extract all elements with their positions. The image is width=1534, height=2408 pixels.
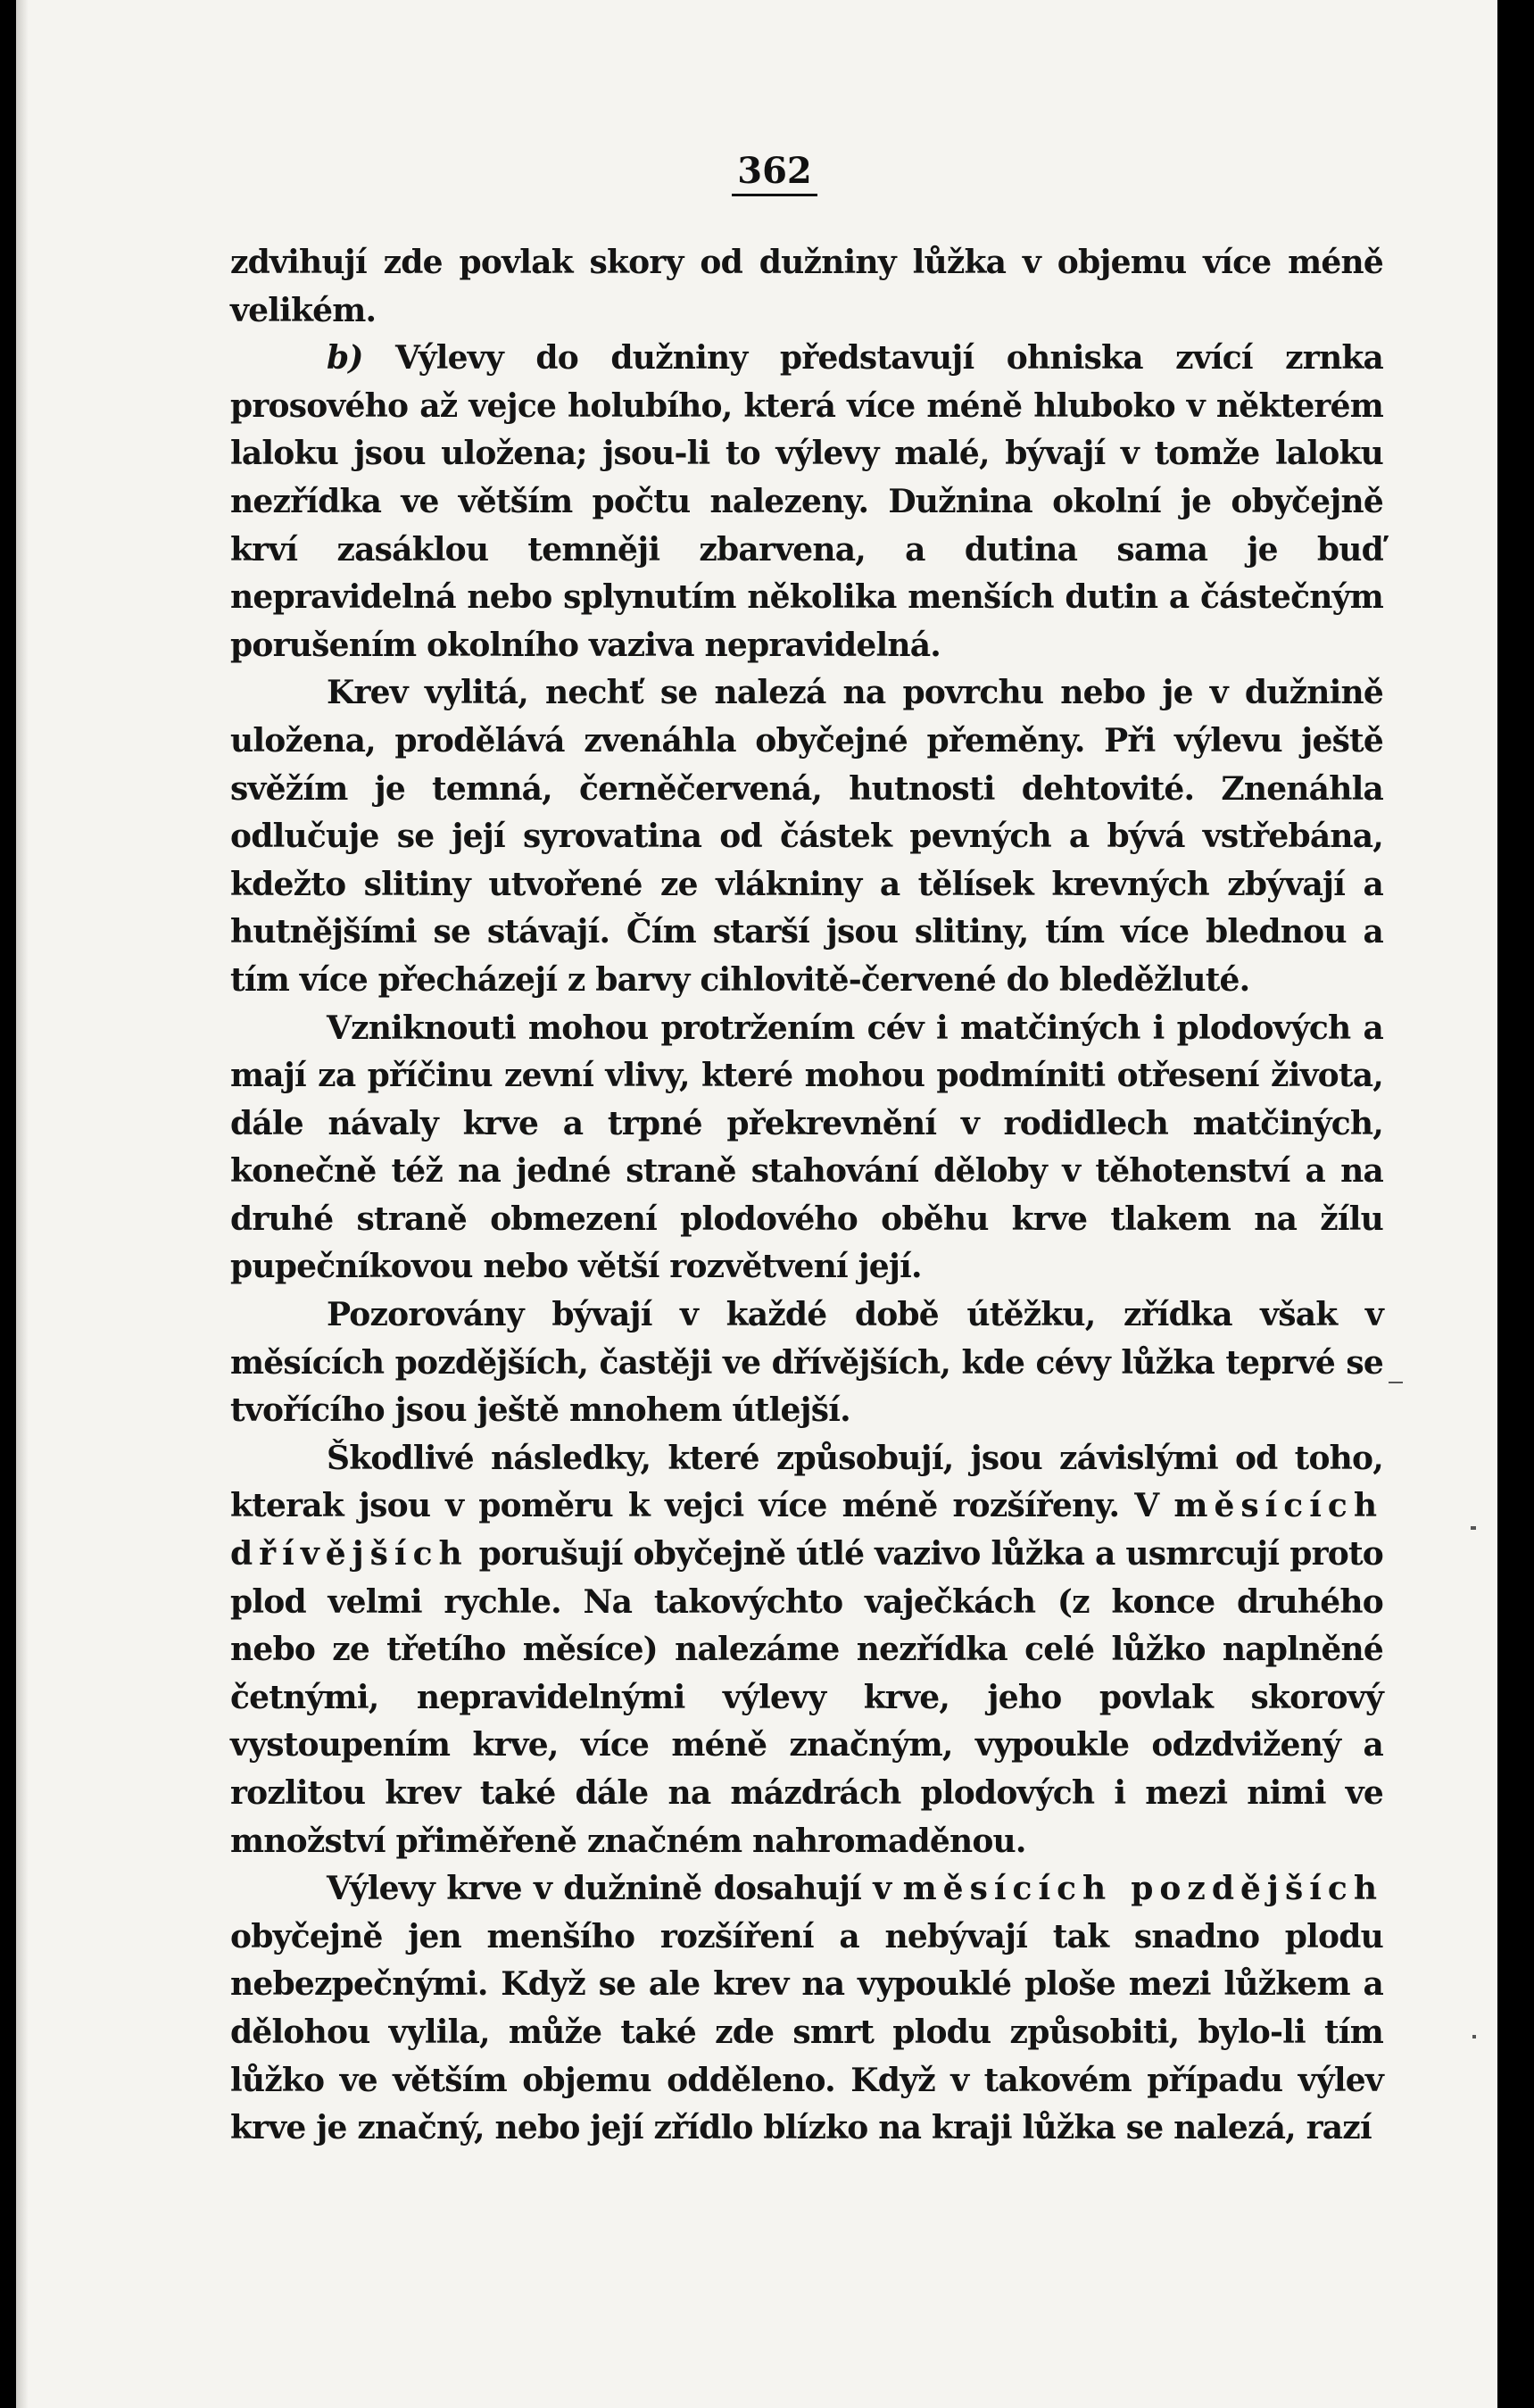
scan-speck — [1472, 2035, 1476, 2038]
paragraph-5 — [230, 1291, 1383, 1435]
page-number-value: 362 — [732, 150, 817, 196]
paragraph-3-text: Krev vylitá, nechť se nalezá na povrchu nebo je v dužnině uložena, prodělává zvenáhla obyčejné přeměny. Při výlevu ještě svěžím je temná, černěčervená, hutnosti dehtovité. Znenáhla odlučuje se její syrovatina od částek pevných a bývá vstřebána, kdežto slitiny utvořené ze vlákniny a tělísek krevných zbývají a hutnějšími se stávají. Čím starší jsou slitiny, tím více blednou a tím více přecházejí z barvy cihlovitě-červené do bleděžluté. — [230, 674, 1383, 999]
paragraph-2-label: b) — [327, 339, 363, 378]
paragraph-7-text-before: Výlevy krve v dužnině dosahují v — [327, 1870, 903, 1908]
paragraph-4-text: Vzniknouti mohou protržením cév i matčiných i plodových a mají za příčinu zevní vlivy, které mohou podmíniti otřesení života, dále návaly krve a trpné překrevnění v rodidlech matčiných, konečně též na jedné straně stahování děloby v těhotenství a na druhé straně obmezení plodového oběhu krve tlakem na žílu pupečníkovou nebo větší rozvětvení její. — [230, 1009, 1383, 1286]
paragraph-6 — [230, 1435, 1383, 1865]
page-text-body — [230, 239, 1383, 2153]
page-number — [16, 150, 1497, 196]
scan-edge-shadow — [16, 0, 29, 2408]
paragraph-4 — [230, 1005, 1383, 1292]
paragraph-5-text: Pozorovány bývají v každé době útěžku, zřídka však v měsících pozdějších, častěji ve dřívějších, kde cévy lůžka teprvé se tvořícího jsou ještě mnohem útlejší. — [230, 1296, 1383, 1430]
scan-speck — [1471, 1526, 1476, 1530]
paragraph-1 — [230, 239, 1383, 335]
paragraph-3 — [230, 669, 1383, 1004]
paragraph-7 — [230, 1865, 1383, 2153]
paragraph-7-text-after: obyčejně jen menšího rozšíření a nebývají tak snadno plodu nebezpečnými. Když se ale krev na vypouklé ploše mezi lůžkem a dělohou vylila, může také zde smrt plodu způsobiti, bylo-li tím lůžko ve větším objemu odděleno. Když v takovém případu výlev krve je značný, nebo její zřídlo blízko na kraji lůžka se nalezá, razí — [230, 1917, 1383, 2147]
paragraph-2 — [230, 335, 1383, 669]
paragraph-2-text: Výlevy do dužniny představují ohniska zvící zrnka prosového až vejce holubího, která více méně hluboko v některém laloku jsou uložena; jsou-li to výlevy malé, bývají v tomže laloku nezřídka ve větším počtu nalezeny. Dužnina okolní je obyčejně krví zasáklou temněji zbarvena, a dutina sama je buď nepravidelná nebo splynutím několika menších dutin a částečným porušením okolního vaziva nepravidelná. — [230, 339, 1383, 664]
paragraph-6-text-after: porušují obyčejně útlé vazivo lůžka a usmrcují proto plod velmi rychle. Na takovýchto vaječkách (z konce druhého nebo ze třetího měsíce) nalezáme nezřídka celé lůžko naplněné četnými, nepravidelnými výlevy krve, jeho povlak skorový vystoupením krve, více méně značným, vypoukle odzdvižený a rozlitou krev také dále na mázdrách plodových i mezi nimi ve množství přiměřeně značném nahromaděnou. — [230, 1535, 1383, 1860]
scan-speck — [1389, 1382, 1403, 1383]
paragraph-6-text-before: Škodlivé následky, které způsobují, jsou závislými od toho, kterak jsou v poměru k vejci více méně rozšířeny. V — [230, 1439, 1383, 1525]
scanned-page — [16, 0, 1497, 2408]
paragraph-1-text: zdvihují zde povlak skory od dužniny lůžka v objemu více méně velikém. — [230, 244, 1383, 329]
paragraph-7-spaced-text: měsících pozdějších — [902, 1870, 1383, 1908]
paragraph-6-spaced-text: měsících dřívějších — [230, 1487, 1383, 1574]
